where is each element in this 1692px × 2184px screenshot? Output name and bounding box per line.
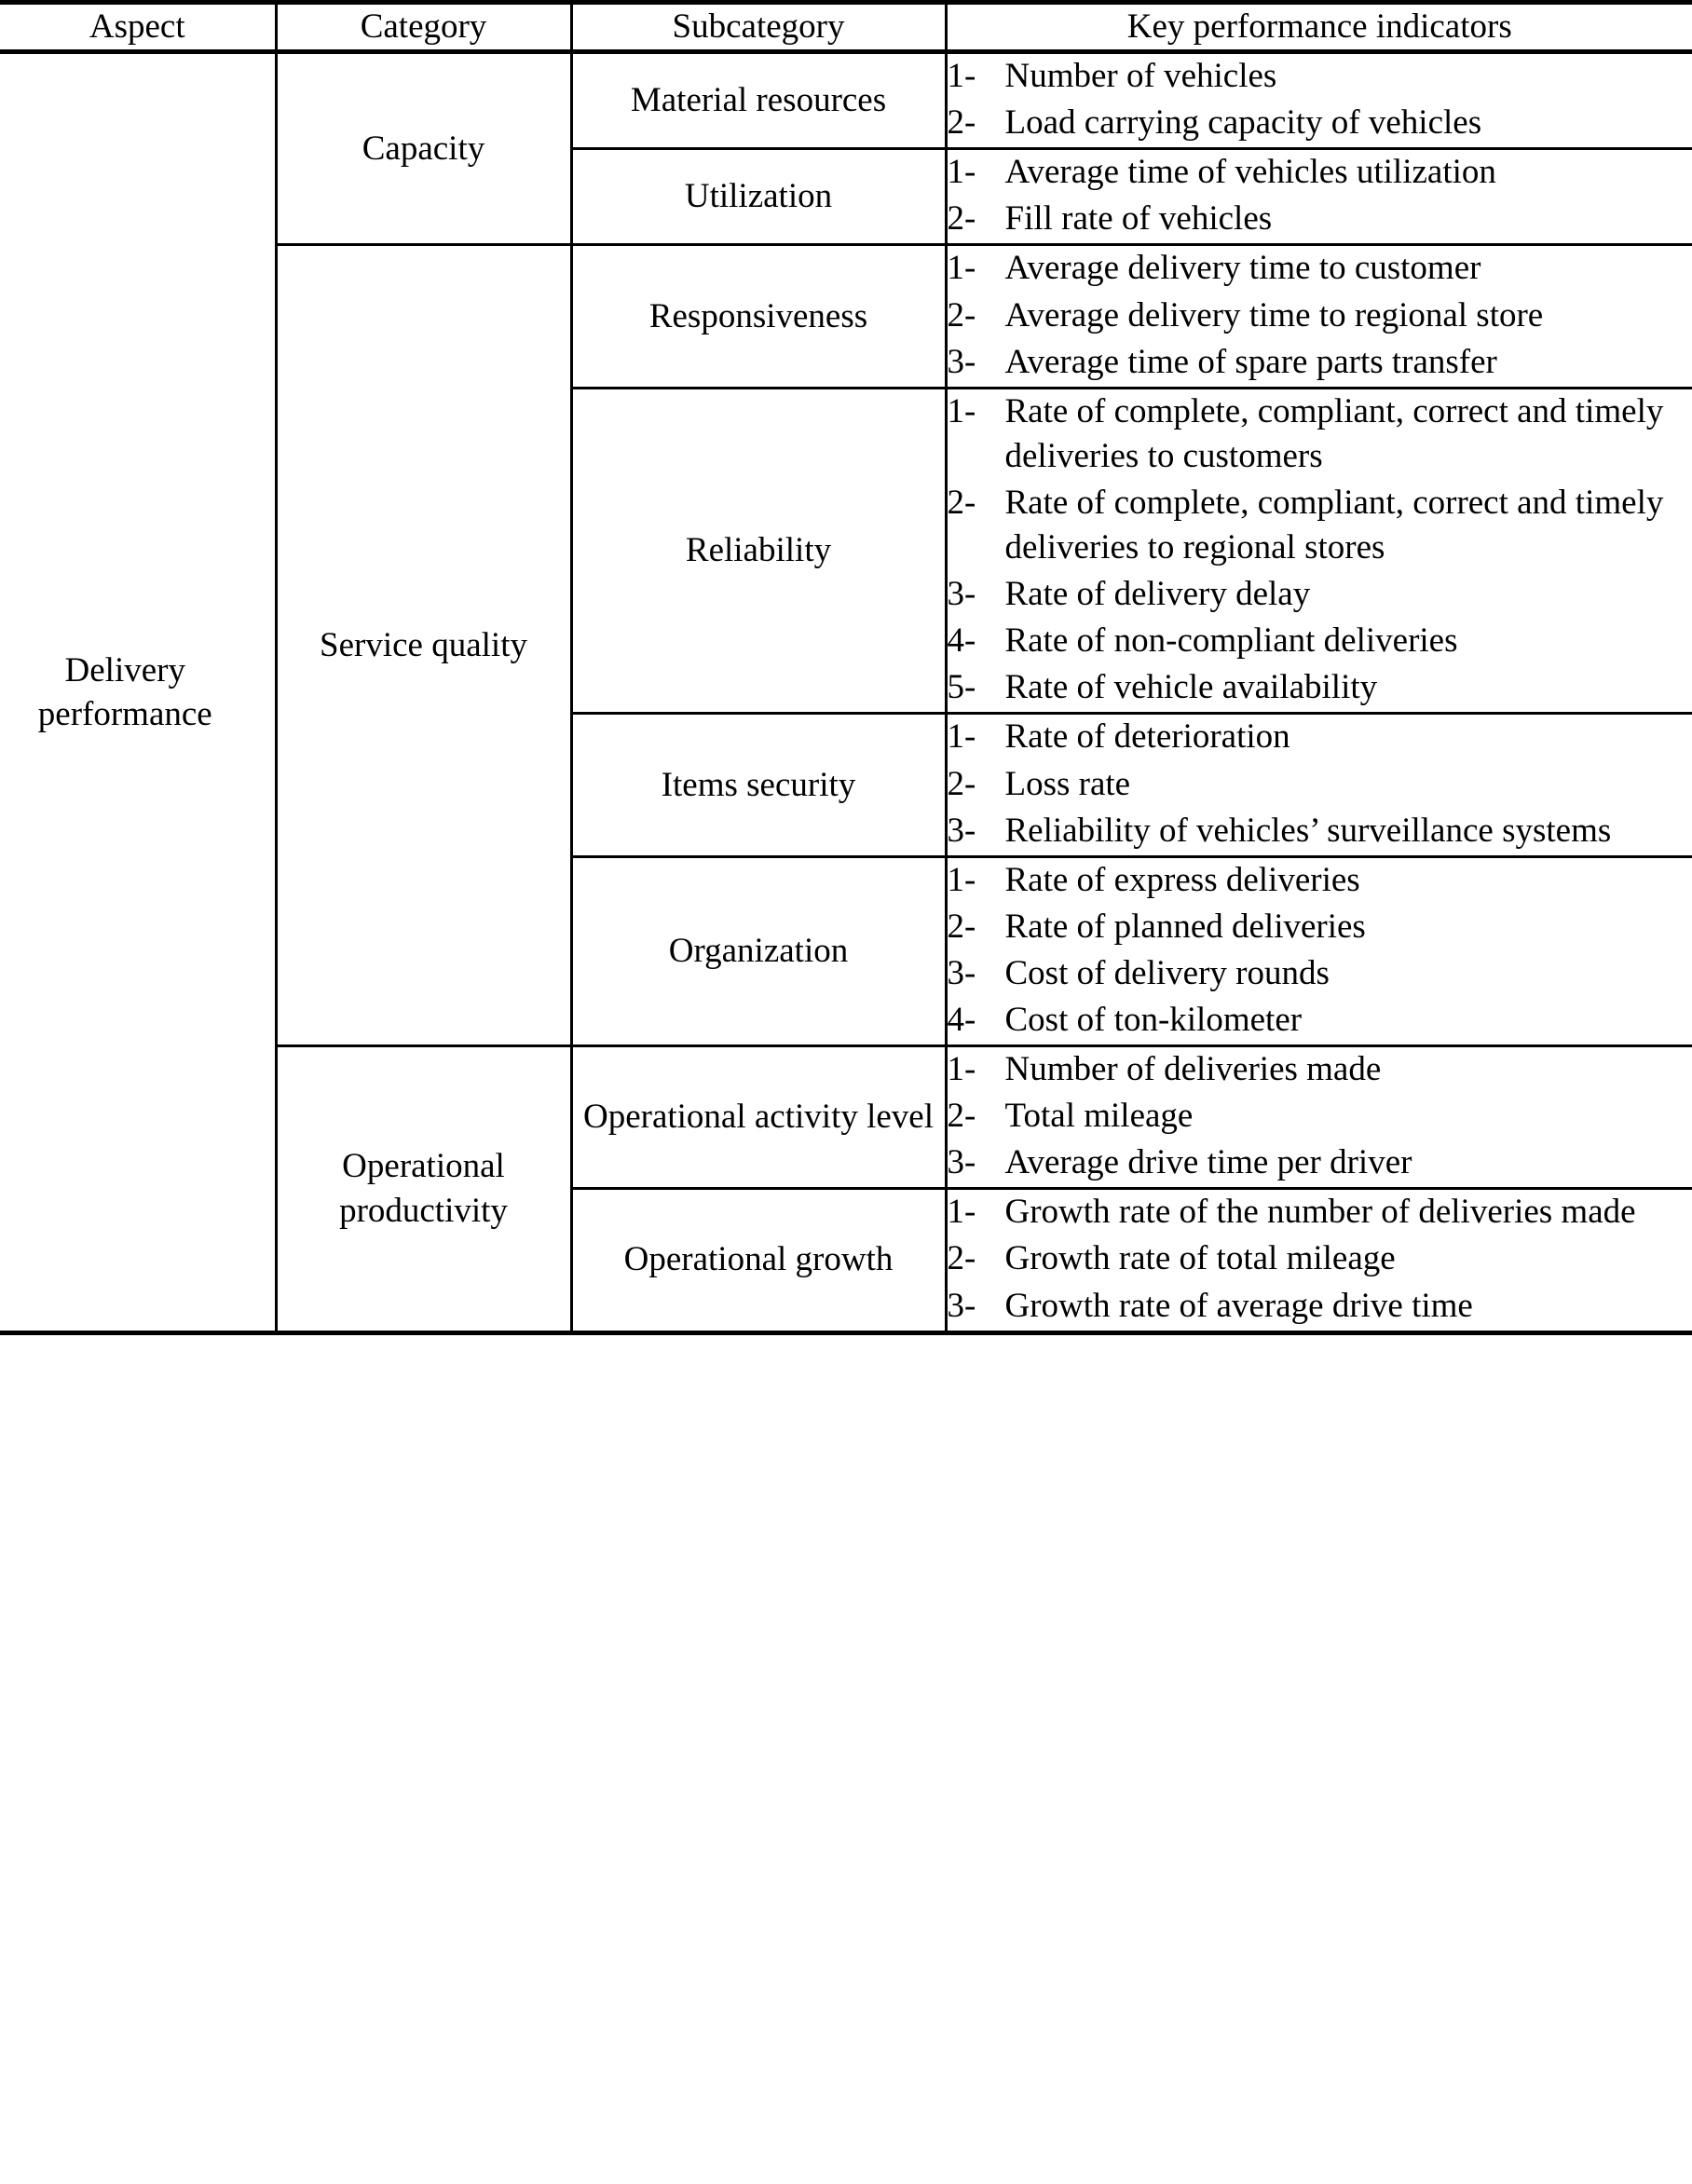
kpi-marker: 3- xyxy=(947,953,976,992)
kpi-text: Average delivery time to regional store xyxy=(1004,295,1544,334)
subcategory-cell-items-security: Items security xyxy=(571,714,946,856)
subcategory-cell-operational-activity-level: Operational activity level xyxy=(571,1046,946,1189)
kpi-marker: 3- xyxy=(947,1286,976,1325)
kpi-text: Rate of vehicle availability xyxy=(1004,668,1378,707)
table-header xyxy=(0,3,1692,52)
kpi-list xyxy=(948,246,1692,384)
kpi-item xyxy=(948,1047,1692,1092)
kpi-marker: 2- xyxy=(947,103,976,143)
kpi-list xyxy=(948,389,1692,711)
kpi-item xyxy=(948,54,1692,99)
kpi-cell-organization xyxy=(946,856,1692,1045)
kpi-item xyxy=(948,389,1692,479)
kpi-marker: 1- xyxy=(947,391,976,430)
kpi-text: Rate of non-compliant deliveries xyxy=(1004,621,1458,661)
kpi-cell-operational-growth xyxy=(946,1189,1692,1332)
kpi-cell-responsiveness xyxy=(946,245,1692,388)
category-cell-service-quality: Service quality xyxy=(276,245,571,1046)
kpi-item xyxy=(948,340,1692,385)
aspect-label: Delivery performance xyxy=(37,650,212,733)
kpi-item xyxy=(948,101,1692,145)
kpi-text: Growth rate of average drive time xyxy=(1004,1286,1473,1325)
kpi-marker: 3- xyxy=(947,575,976,614)
kpi-text: Reliability of vehicles’ surveillance systems xyxy=(1004,811,1612,850)
kpi-text: Average delivery time to customer xyxy=(1004,249,1481,288)
kpi-marker: 3- xyxy=(947,811,976,850)
aspect-cell xyxy=(0,52,276,1333)
kpi-marker: 2- xyxy=(947,764,976,803)
kpi-item xyxy=(948,619,1692,663)
kpi-item xyxy=(948,809,1692,853)
kpi-item xyxy=(948,998,1692,1043)
column-header-category: Category xyxy=(276,3,571,52)
kpi-marker: 2- xyxy=(947,907,976,946)
kpi-text: Growth rate of the number of deliveries made xyxy=(1004,1193,1636,1232)
category-cell-operational-productivity: Operational productivity xyxy=(276,1046,571,1333)
kpi-item xyxy=(948,197,1692,241)
kpi-marker: 1- xyxy=(947,860,976,899)
kpi-item xyxy=(948,150,1692,195)
kpi-item xyxy=(948,1094,1692,1139)
kpi-item xyxy=(948,1190,1692,1235)
kpi-list xyxy=(948,715,1692,853)
header-row xyxy=(0,3,1692,52)
kpi-item xyxy=(948,1236,1692,1281)
kpi-item xyxy=(948,1140,1692,1185)
kpi-marker: 2- xyxy=(947,483,976,522)
kpi-list xyxy=(948,1047,1692,1185)
subcategory-cell-reliability: Reliability xyxy=(571,388,946,714)
kpi-text: Average time of vehicles utilization xyxy=(1004,153,1496,192)
kpi-cell-items-security xyxy=(946,714,1692,856)
table-row xyxy=(0,52,1692,149)
kpi-item xyxy=(948,246,1692,291)
column-header-kpi: Key performance indicators xyxy=(946,3,1692,52)
table-body xyxy=(0,52,1692,1333)
kpi-marker: 2- xyxy=(947,1097,976,1136)
kpi-text: Growth rate of total mileage xyxy=(1004,1239,1396,1278)
subcategory-cell-material-resources: Material resources xyxy=(571,52,946,149)
kpi-marker: 3- xyxy=(947,342,976,381)
kpi-list xyxy=(948,54,1692,145)
kpi-marker: 1- xyxy=(947,57,976,96)
kpi-item xyxy=(948,905,1692,949)
kpi-text: Average time of spare parts transfer xyxy=(1004,342,1497,381)
kpi-cell-operational-activity-level xyxy=(946,1046,1692,1189)
subcategory-cell-organization: Organization xyxy=(571,856,946,1045)
kpi-text: Number of vehicles xyxy=(1004,57,1277,96)
kpi-item xyxy=(948,1284,1692,1329)
kpi-text: Number of deliveries made xyxy=(1004,1050,1382,1089)
kpi-text: Rate of delivery delay xyxy=(1004,575,1311,614)
kpi-marker: 3- xyxy=(947,1143,976,1182)
kpi-cell-material-resources xyxy=(946,52,1692,149)
kpi-marker: 1- xyxy=(947,249,976,288)
kpi-text: Rate of express deliveries xyxy=(1004,860,1360,899)
category-cell-capacity: Capacity xyxy=(276,52,571,245)
kpi-marker: 2- xyxy=(947,199,976,239)
kpi-marker: 4- xyxy=(947,1000,976,1039)
kpi-cell-reliability xyxy=(946,388,1692,714)
kpi-text: Rate of planned deliveries xyxy=(1004,907,1366,946)
kpi-text: Cost of ton-kilometer xyxy=(1004,1000,1303,1039)
kpi-text: Loss rate xyxy=(1004,764,1131,803)
kpi-cell-utilization xyxy=(946,149,1692,245)
column-header-subcategory: Subcategory xyxy=(571,3,946,52)
kpi-item xyxy=(948,951,1692,996)
kpi-list xyxy=(948,1190,1692,1328)
column-header-aspect: Aspect xyxy=(0,3,276,52)
kpi-text: Cost of delivery rounds xyxy=(1004,953,1330,992)
kpi-marker: 1- xyxy=(947,153,976,192)
kpi-item xyxy=(948,858,1692,903)
kpi-marker: 1- xyxy=(947,1050,976,1089)
kpi-text: Rate of deterioration xyxy=(1004,717,1290,757)
subcategory-cell-operational-growth: Operational growth xyxy=(571,1189,946,1332)
kpi-text: Rate of complete, compliant, correct and timely deliveries to customers xyxy=(1004,391,1664,475)
kpi-marker: 2- xyxy=(947,1239,976,1278)
kpi-marker: 2- xyxy=(947,295,976,334)
kpi-marker: 1- xyxy=(947,1193,976,1232)
subcategory-cell-utilization: Utilization xyxy=(571,149,946,245)
kpi-item xyxy=(948,715,1692,759)
kpi-item xyxy=(948,762,1692,807)
kpi-marker: 1- xyxy=(947,717,976,757)
kpi-item xyxy=(948,293,1692,338)
kpi-text: Rate of complete, compliant, correct and timely deliveries to regional stores xyxy=(1004,483,1664,567)
kpi-item xyxy=(948,572,1692,617)
kpi-item xyxy=(948,481,1692,570)
kpi-text: Average drive time per driver xyxy=(1004,1143,1412,1182)
subcategory-cell-responsiveness: Responsiveness xyxy=(571,245,946,388)
kpi-list xyxy=(948,150,1692,241)
kpi-marker: 4- xyxy=(947,621,976,661)
kpi-text: Total mileage xyxy=(1004,1097,1194,1136)
kpi-list xyxy=(948,858,1692,1043)
kpi-text: Load carrying capacity of vehicles xyxy=(1004,103,1482,143)
kpi-marker: 5- xyxy=(947,668,976,707)
kpi-text: Fill rate of vehicles xyxy=(1004,199,1273,239)
kpi-item xyxy=(948,665,1692,710)
